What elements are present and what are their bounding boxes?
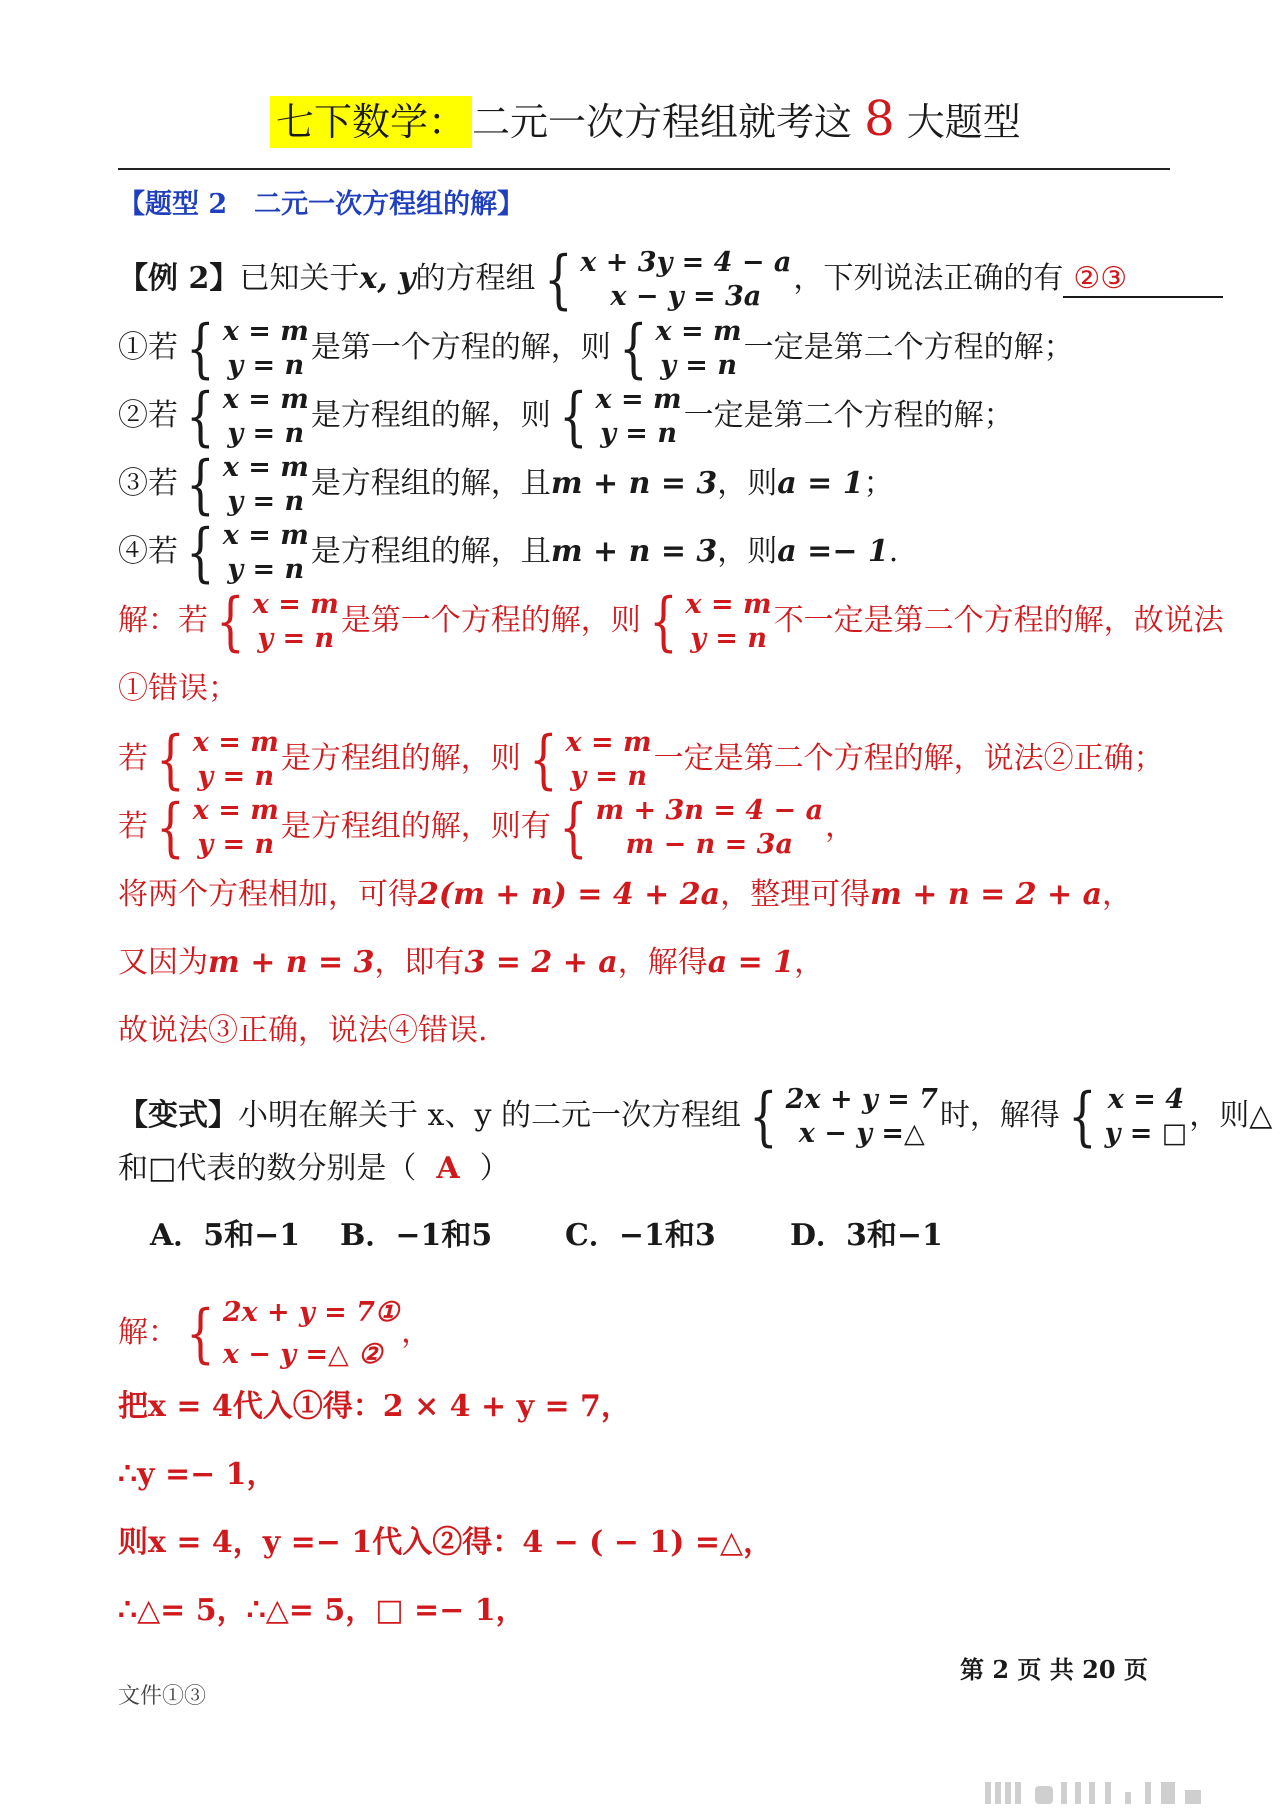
equation-row: x = m xyxy=(192,795,279,826)
variant-text: 小明在解关于 x、y 的二元一次方程组 xyxy=(238,1098,741,1133)
variant-options xyxy=(150,1219,943,1253)
equation-row: y = n xyxy=(227,486,305,517)
page-title xyxy=(270,92,1021,149)
statement-number: ③ xyxy=(118,466,148,501)
equation-system: { x + 3y = 4 − a x − y = 3a xyxy=(543,243,792,317)
solution-text: 是方程组的解，则 xyxy=(280,741,521,776)
statement-text: ； xyxy=(863,466,894,501)
equation-row: 2x + y = 7 xyxy=(785,1084,938,1115)
title-end: 大题型 xyxy=(906,100,1021,144)
equation-row: y = □ xyxy=(1104,1118,1188,1149)
equation-row: y = n xyxy=(227,418,305,449)
solution-text: 不一定是第二个方程的解，故说法 xyxy=(773,603,1224,638)
statement-result: a =− 1 xyxy=(777,534,889,569)
solution-system: { x = m y = n xyxy=(186,380,309,454)
solution-text: 若 xyxy=(118,809,148,844)
equation-row: y = n xyxy=(600,418,677,449)
solution-text: 一定是第二个方程的解，说法②正确； xyxy=(653,741,1164,776)
solution-text: 若 xyxy=(118,741,148,776)
variant-statement xyxy=(118,1080,1273,1154)
equation-row: y = n xyxy=(257,623,335,654)
statement-3 xyxy=(118,448,894,522)
page-number: 第 2 页 共 20 页 xyxy=(960,1655,1148,1684)
solution-system: { x = m y = n xyxy=(186,448,309,522)
solution-text: ， xyxy=(1102,877,1133,912)
example-text: 已知关于 xyxy=(239,261,360,296)
equation-row: y = n xyxy=(660,350,737,381)
solution-equation: m + n = 3 xyxy=(208,945,375,980)
solution-line-3 xyxy=(118,723,1164,797)
solution2-line-4: 则x = 4，y =− 1代入②得：4 − ( − 1) =△， xyxy=(118,1525,774,1560)
equation-row: y = n xyxy=(690,623,767,654)
equation-system: { 2x + y = 7① x − y =△ ② xyxy=(180,1292,399,1376)
solution-text: 将两个方程相加，可得 xyxy=(118,877,418,912)
variant-text: ） xyxy=(479,1151,510,1186)
variant-question xyxy=(118,1152,510,1186)
solution-text: ， xyxy=(401,1315,432,1350)
solution-equation: 2(m + n) = 4 + 2a xyxy=(418,877,721,912)
statement-text: . xyxy=(888,534,899,569)
option-b: B．−1和5 xyxy=(340,1218,493,1253)
solution2-line-1 xyxy=(118,1292,431,1376)
equation-row: 2x + y = 7① xyxy=(222,1297,400,1328)
answer-blank: ②③ xyxy=(1063,262,1223,298)
statement-text: 一定是第二个方程的解； xyxy=(743,330,1074,365)
statement-text: 是方程组的解，则 xyxy=(310,398,551,433)
solution-text: ，整理可得 xyxy=(720,877,871,912)
statement-text: 若 xyxy=(148,534,178,569)
statement-number: ① xyxy=(118,330,148,365)
solution-equation: a = 1 xyxy=(707,945,795,980)
equation-system: { m + 3n = 4 − a m − n = 3a xyxy=(558,791,824,865)
equation-row: x − y =△ xyxy=(798,1118,925,1149)
equation-row: m + 3n = 4 − a xyxy=(595,795,824,826)
statement-result: a = 1 xyxy=(777,466,864,501)
solution-line-4 xyxy=(118,791,856,865)
solution-system: { x = m y = n xyxy=(156,723,279,797)
example-statement xyxy=(118,243,1223,317)
example-tag: 【例 2】 xyxy=(118,261,240,296)
solution-system: { x = m y = n xyxy=(156,791,279,865)
equation-system: { 2x + y = 7 x − y =△ xyxy=(749,1080,938,1154)
equation-row: x = m xyxy=(222,452,309,483)
equation-row: x + 3y = 4 − a xyxy=(580,247,792,278)
solution-line-2: ①错误； xyxy=(118,671,238,706)
solution-system: { x = 4 y = □ xyxy=(1067,1080,1188,1154)
statement-number: ② xyxy=(118,398,148,433)
solution2-line-2: 把x = 4代入①得：2 × 4 + y = 7， xyxy=(118,1389,631,1424)
statement-condition: m + n = 3 xyxy=(550,466,718,501)
title-number: 8 xyxy=(864,91,895,147)
solution-text: ， xyxy=(794,945,825,980)
example-vars: x, y xyxy=(359,261,416,296)
solution-line-7: 故说法③正确，说法④错误. xyxy=(118,1013,488,1048)
equation-row: y = n xyxy=(227,554,305,585)
statement-text: 若 xyxy=(148,398,178,433)
statement-text: ，则 xyxy=(717,466,778,501)
variant-text: ，则△ xyxy=(1189,1098,1273,1133)
equation-row: x = m xyxy=(655,316,742,347)
solution-system: { x = m y = n xyxy=(216,585,339,659)
solution-system: { x = m y = n xyxy=(528,723,652,797)
equation-row: y = n xyxy=(227,350,305,381)
statement-4 xyxy=(118,516,899,590)
variant-answer: A xyxy=(436,1151,460,1186)
variant-text: 和□代表的数分别是（ xyxy=(118,1151,417,1186)
solution-equation: m + n = 2 + a xyxy=(870,877,1103,912)
equation-row: x = m xyxy=(222,520,309,551)
watermark-logo xyxy=(985,1778,1255,1808)
statement-2 xyxy=(118,380,1014,454)
solution-text: 解： xyxy=(118,1315,178,1350)
solution-system: { x = m y = n xyxy=(186,312,309,386)
equation-row: x = m xyxy=(595,384,682,415)
variant-tag: 【变式】 xyxy=(118,1098,238,1133)
equation-row: x = 4 xyxy=(1107,1084,1185,1115)
solution-text: ， xyxy=(825,809,856,844)
statement-text: 一定是第二个方程的解； xyxy=(683,398,1014,433)
option-d: D．3和−1 xyxy=(790,1218,943,1253)
example-text: 的方程组 xyxy=(415,261,536,296)
equation-row: x = m xyxy=(565,727,652,758)
solution-system: { x = m y = n xyxy=(618,312,742,386)
solution2-line-3: ∴y =− 1， xyxy=(118,1457,277,1492)
statement-1 xyxy=(118,312,1074,386)
equation-row: y = n xyxy=(197,761,275,792)
statement-text: 是方程组的解，且 xyxy=(310,534,551,569)
solution-equation: 3 = 2 + a xyxy=(464,945,618,980)
solution-text: 又因为 xyxy=(118,945,208,980)
equation-row: y = n xyxy=(570,761,647,792)
solution-line-1 xyxy=(118,585,1224,659)
statement-text: ，则 xyxy=(717,534,778,569)
file-label: 文件①③ xyxy=(118,1684,207,1709)
solution-text: ，即有 xyxy=(374,945,465,980)
solution-line-5 xyxy=(118,878,1132,912)
equation-row: x − y =△ ② xyxy=(222,1339,383,1370)
option-a: A．5和−1 xyxy=(150,1218,301,1253)
solution2-line-5: ∴△= 5，∴△= 5，□ =− 1， xyxy=(118,1593,526,1628)
statement-text: 是方程组的解，且 xyxy=(310,466,551,501)
statement-text: 是第一个方程的解，则 xyxy=(310,330,611,365)
statement-text: 若 xyxy=(148,330,178,365)
section-label: 【题型 2 二元一次方程组的解】 xyxy=(118,189,525,220)
variant-text: 时，解得 xyxy=(939,1098,1060,1133)
equation-row: x = m xyxy=(685,589,772,620)
solution-text: 是方程组的解，则有 xyxy=(280,809,551,844)
solution-system: { x = m y = n xyxy=(558,380,682,454)
title-main: 二元一次方程组就考这 xyxy=(472,100,853,144)
solution-line-6 xyxy=(118,946,824,980)
solution-system: { x = m y = n xyxy=(648,585,772,659)
statement-condition: m + n = 3 xyxy=(550,534,718,569)
solution-text: 是第一个方程的解，则 xyxy=(340,603,641,638)
equation-row: x = m xyxy=(222,316,309,347)
title-highlight: 七下数学： xyxy=(270,96,472,148)
solution-system: { x = m y = n xyxy=(186,516,309,590)
example-text: ，下列说法正确的有 xyxy=(793,261,1064,296)
statement-text: 若 xyxy=(148,466,178,501)
equation-row: x = m xyxy=(252,589,339,620)
equation-row: y = n xyxy=(197,829,275,860)
equation-row: x − y = 3a xyxy=(610,281,762,312)
statement-number: ④ xyxy=(118,534,148,569)
solution-text: ，解得 xyxy=(617,945,708,980)
equation-row: m − n = 3a xyxy=(625,829,793,860)
solution-text: 解：若 xyxy=(118,603,208,638)
equation-row: x = m xyxy=(192,727,279,758)
title-divider xyxy=(118,168,1170,170)
equation-row: x = m xyxy=(222,384,309,415)
option-c: C．−1和3 xyxy=(565,1218,716,1253)
